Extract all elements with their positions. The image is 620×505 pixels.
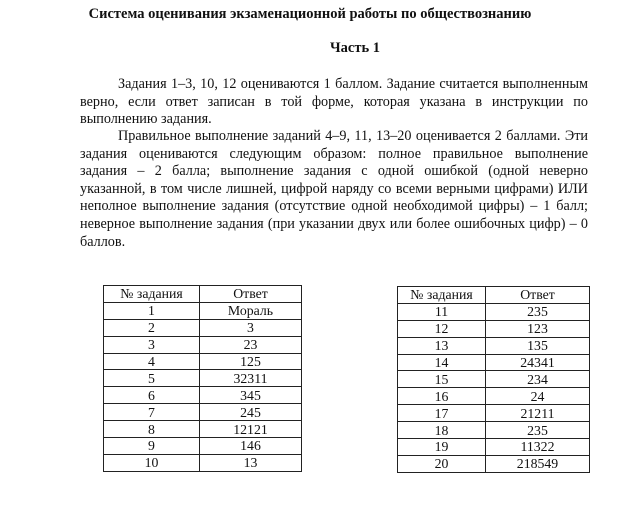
table-row <box>398 354 590 371</box>
task-number-cell: 2 <box>104 319 200 336</box>
answer-cell: 24341 <box>486 354 590 371</box>
table-header-row <box>398 287 590 304</box>
table-row <box>398 388 590 405</box>
task-number-cell: 18 <box>398 422 486 439</box>
table-row <box>104 454 302 471</box>
table-row <box>104 370 302 387</box>
task-number-cell: 10 <box>104 454 200 471</box>
answer-cell: 13 <box>200 454 302 471</box>
task-number-cell: 19 <box>398 439 486 456</box>
table-row <box>104 319 302 336</box>
answer-cell: Мораль <box>200 302 302 319</box>
table-row <box>104 421 302 438</box>
task-number-cell: 7 <box>104 404 200 421</box>
task-number-cell: 3 <box>104 336 200 353</box>
table-row <box>398 303 590 320</box>
answer-cell: 234 <box>486 371 590 388</box>
column-header-task-number: № задания <box>398 287 486 304</box>
answer-cell: 24 <box>486 388 590 405</box>
table-row <box>104 404 302 421</box>
answer-cell: 135 <box>486 337 590 354</box>
table-row <box>104 353 302 370</box>
column-header-task-number: № задания <box>104 286 200 303</box>
task-number-cell: 17 <box>398 405 486 422</box>
answer-cell: 123 <box>486 320 590 337</box>
task-number-cell: 12 <box>398 320 486 337</box>
task-number-cell: 13 <box>398 337 486 354</box>
column-header-answer: Ответ <box>486 287 590 304</box>
column-header-answer: Ответ <box>200 286 302 303</box>
scoring-paragraph-2: Правильное выполнение заданий 4–9, 11, 13–20 оценивается 2 баллами. Эти задания оцениваются следующим образом: полное правильное выполнение задания – 2 балла; выполнение задания с одной ошибкой (одной неверно указанной, в том числе лишней, цифрой наряду со всеми верными цифрами) ИЛИ неполное выполнение задания (отсутствие одной необходимой цифры) – 1 балл; неверное выполнение задания (при указании двух или более ошибочных цифр) – 0 баллов. <box>80 128 588 250</box>
answer-cell: 32311 <box>200 370 302 387</box>
task-number-cell: 4 <box>104 353 200 370</box>
task-number-cell: 9 <box>104 438 200 455</box>
task-number-cell: 20 <box>398 455 486 472</box>
table-row <box>104 438 302 455</box>
table-row <box>398 320 590 337</box>
task-number-cell: 1 <box>104 302 200 319</box>
task-number-cell: 11 <box>398 303 486 320</box>
answers-table-right <box>397 286 590 473</box>
scoring-paragraph-1: Задания 1–3, 10, 12 оцениваются 1 баллом. Задание считается выполненным верно, если ответ записан в той форме, которая указана в инструкции по выполнению задания. <box>80 76 588 128</box>
part-heading: Часть 1 <box>330 40 380 56</box>
answer-cell: 345 <box>200 387 302 404</box>
task-number-cell: 15 <box>398 371 486 388</box>
answer-cell: 125 <box>200 353 302 370</box>
table-row <box>104 302 302 319</box>
answer-cell: 245 <box>200 404 302 421</box>
answer-cell: 23 <box>200 336 302 353</box>
table-row <box>104 387 302 404</box>
table-row <box>398 405 590 422</box>
table-row <box>398 337 590 354</box>
task-number-cell: 14 <box>398 354 486 371</box>
table-row <box>104 336 302 353</box>
task-number-cell: 5 <box>104 370 200 387</box>
table-row <box>398 455 590 472</box>
document-title: Система оценивания экзаменационной работы по обществознанию <box>88 6 532 22</box>
answer-cell: 218549 <box>486 455 590 472</box>
answer-cell: 12121 <box>200 421 302 438</box>
answers-table-left <box>103 285 302 472</box>
answer-cell: 21211 <box>486 405 590 422</box>
task-number-cell: 16 <box>398 388 486 405</box>
task-number-cell: 6 <box>104 387 200 404</box>
answer-cell: 235 <box>486 303 590 320</box>
answer-cell: 3 <box>200 319 302 336</box>
answer-cell: 146 <box>200 438 302 455</box>
table-row <box>398 371 590 388</box>
task-number-cell: 8 <box>104 421 200 438</box>
table-row <box>398 422 590 439</box>
table-row <box>398 439 590 456</box>
answer-cell: 235 <box>486 422 590 439</box>
answer-cell: 11322 <box>486 439 590 456</box>
table-header-row <box>104 286 302 303</box>
